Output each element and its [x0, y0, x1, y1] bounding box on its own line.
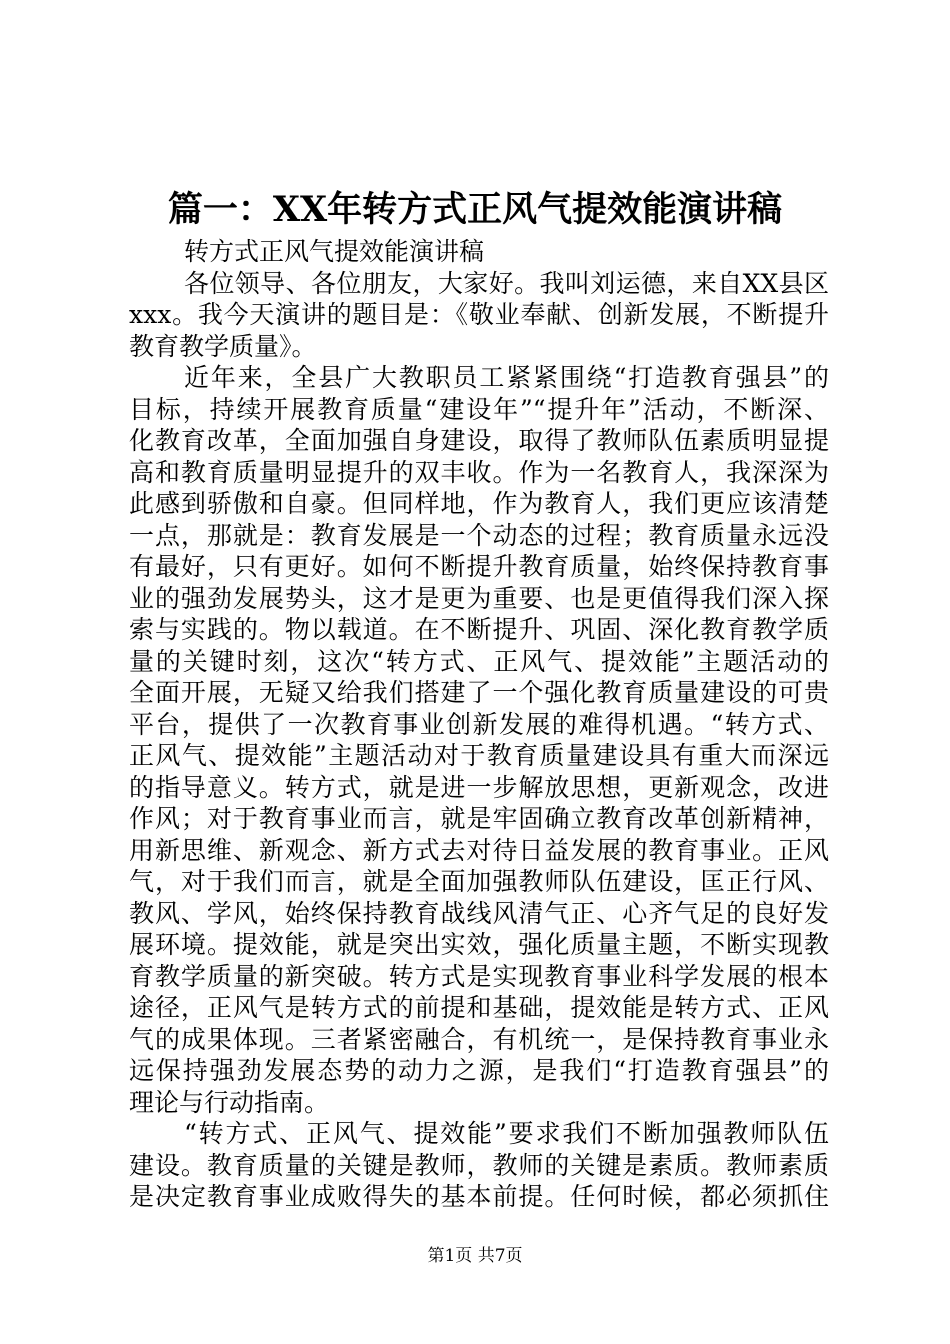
text-line: “转方式、正风气、提效能”要求我们不断加强教师队伍 — [184, 1119, 829, 1148]
text-line: 全面开展，无疑又给我们搭建了一个强化教育质量建设的可贵 — [129, 678, 829, 707]
text-line: 气的成果体现。三者紧密融合，有机统一，是保持教育事业永 — [129, 1024, 829, 1054]
text-line: 是决定教育事业成败得失的基本前提。任何时候，都必须抓住 — [129, 1182, 829, 1211]
text-line: 正风气、提效能”主题活动对于教育质量建设具有重大而深远 — [129, 741, 829, 770]
text-line: 高和教育质量明显提升的双丰收。作为一名教育人，我深深为 — [129, 457, 829, 487]
text-line: 量的关键时刻，这次“转方式、正风气、提效能”主题活动的 — [129, 646, 829, 676]
text-line: 近年来，全县广大教职员工紧紧围绕“打造教育强县”的 — [184, 363, 829, 392]
text-line: 各位领导、各位朋友，大家好。我叫刘运德，来自XX县区 — [184, 268, 829, 298]
text-line: 展环境。提效能，就是突出实效，强化质量主题，不断实现教 — [129, 930, 829, 959]
text-line: 教育教学质量》。 — [129, 331, 317, 361]
page-footer: 第1页 共7页 — [427, 1246, 523, 1266]
text-line: 索与实践的。物以载道。在不断提升、巩固、深化教育教学质 — [129, 615, 829, 644]
text-line: 化教育改革，全面加强自身建设，取得了教师队伍素质明显提 — [129, 426, 829, 455]
text-line: 作风；对于教育事业而言，就是牢固确立教育改革创新精神， — [129, 804, 829, 833]
text-line: 的指导意义。转方式，就是进一步解放思想，更新观念，改进 — [129, 772, 829, 802]
text-line: 转方式正风气提效能演讲稿 — [184, 237, 485, 266]
text-line: 教风、学风，始终保持教育战线风清气正、心齐气足的良好发 — [129, 898, 829, 928]
text-line: 有最好，只有更好。如何不断提升教育质量，始终保持教育事 — [129, 552, 829, 581]
text-line: 业的强劲发展势头，这才是更为重要、也是更值得我们深入探 — [129, 583, 829, 613]
text-line: 途径，正风气是转方式的前提和基础，提效能是转方式、正风 — [129, 993, 829, 1022]
text-line: 用新思维、新观念、新方式去对待日益发展的教育事业。正风 — [129, 835, 829, 865]
text-line: xxx。我今天演讲的题目是：《敬业奉献、创新发展，不断提升 — [129, 300, 829, 329]
text-line: 目标，持续开展教育质量“建设年”“提升年”活动，不断深、 — [129, 394, 829, 424]
text-line: 平台，提供了一次教育事业创新发展的难得机遇。“转方式、 — [129, 709, 829, 739]
text-line: 此感到骄傲和自豪。但同样地，作为教育人，我们更应该清楚 — [129, 489, 829, 518]
document-title: 篇一：XX年转方式正风气提效能演讲稿 — [167, 189, 783, 230]
text-line: 理论与行动指南。 — [129, 1087, 330, 1117]
text-line: 建设。教育质量的关键是教师，教师的关键是素质。教师素质 — [129, 1150, 829, 1180]
text-line: 远保持强劲发展态势的动力之源，是我们“打造教育强县”的 — [129, 1056, 829, 1085]
text-line: 育教学质量的新突破。转方式是实现教育事业科学发展的根本 — [129, 961, 829, 991]
text-line: 一点，那就是：教育发展是一个动态的过程；教育质量永远没 — [129, 520, 829, 550]
text-line: 气，对于我们而言，就是全面加强教师队伍建设，匡正行风、 — [129, 867, 829, 896]
document-body — [129, 236, 829, 1213]
